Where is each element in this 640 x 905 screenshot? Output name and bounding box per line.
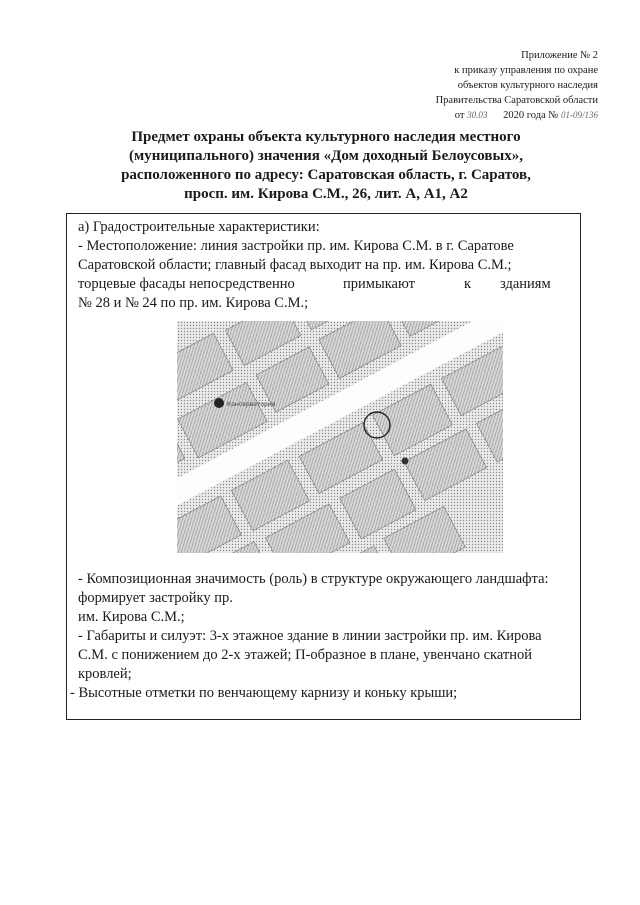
- title-line-3: расположенного по адресу: Саратовская область, г. Саратов,: [121, 167, 531, 183]
- date-year: 2020 года №: [503, 110, 559, 121]
- composition-line-1: - Композиционная значимость (роль) в структуре окружающего ландшафта:: [78, 571, 549, 587]
- location-map: [177, 321, 503, 553]
- date-prefix: от: [454, 110, 465, 121]
- composition-line-2: формирует застройку пр.: [78, 590, 233, 606]
- location-line-3b: примыкают: [343, 276, 415, 292]
- dimensions-line-3: кровлей;: [78, 666, 132, 682]
- map-dot-icon: [402, 458, 409, 465]
- handwritten-date: 30.03: [467, 110, 488, 120]
- section-a-heading: а) Градостроительные характеристики:: [78, 219, 320, 235]
- map-marker-icon: [214, 398, 224, 408]
- title-line-4: просп. им. Кирова С.М., 26, лит. А, А1, А2: [184, 186, 468, 202]
- appendix-header: [420, 48, 598, 123]
- location-line-3a: торцевые фасады непосредственно: [78, 276, 295, 292]
- location-line-3d: зданиям: [500, 276, 551, 292]
- height-marks-line: - Высотные отметки по венчающему карнизу и коньку крыши;: [70, 685, 458, 701]
- handwritten-number: 01-09/136: [561, 110, 598, 120]
- appendix-line-3: объектов культурного наследия: [457, 80, 598, 91]
- location-line-4: № 28 и № 24 по пр. им. Кирова С.М.;: [78, 295, 309, 311]
- appendix-line-2: к приказу управления по охране: [454, 65, 598, 76]
- title-line-1: Предмет охраны объекта культурного наследия местного: [131, 129, 521, 145]
- dimensions-line-2: С.М. с понижением до 2-х этажей; П-образное в плане, увенчано скатной: [78, 647, 533, 663]
- dimensions-line-1: - Габариты и силуэт: 3-х этажное здание в линии застройки пр. им. Кирова: [78, 628, 542, 644]
- location-line-3c: к: [464, 276, 472, 292]
- map-marker-label: Консерватория: [227, 401, 276, 408]
- appendix-date-line: [420, 108, 598, 123]
- composition-line-3: им. Кирова С.М.;: [78, 609, 185, 625]
- appendix-line-4: Правительства Саратовской области: [435, 95, 598, 106]
- appendix-line-1: Приложение № 2: [521, 50, 598, 61]
- map-image: [177, 321, 503, 553]
- title-line-2: (муниципального) значения «Дом доходный Белоусовых»,: [129, 148, 523, 164]
- location-line-1: - Местоположение: линия застройки пр. им. Кирова С.М. в г. Саратове: [78, 238, 514, 254]
- document-title: [96, 128, 556, 204]
- location-line-2: Саратовской области; главный фасад выходит на пр. им. Кирова С.М.;: [78, 257, 512, 273]
